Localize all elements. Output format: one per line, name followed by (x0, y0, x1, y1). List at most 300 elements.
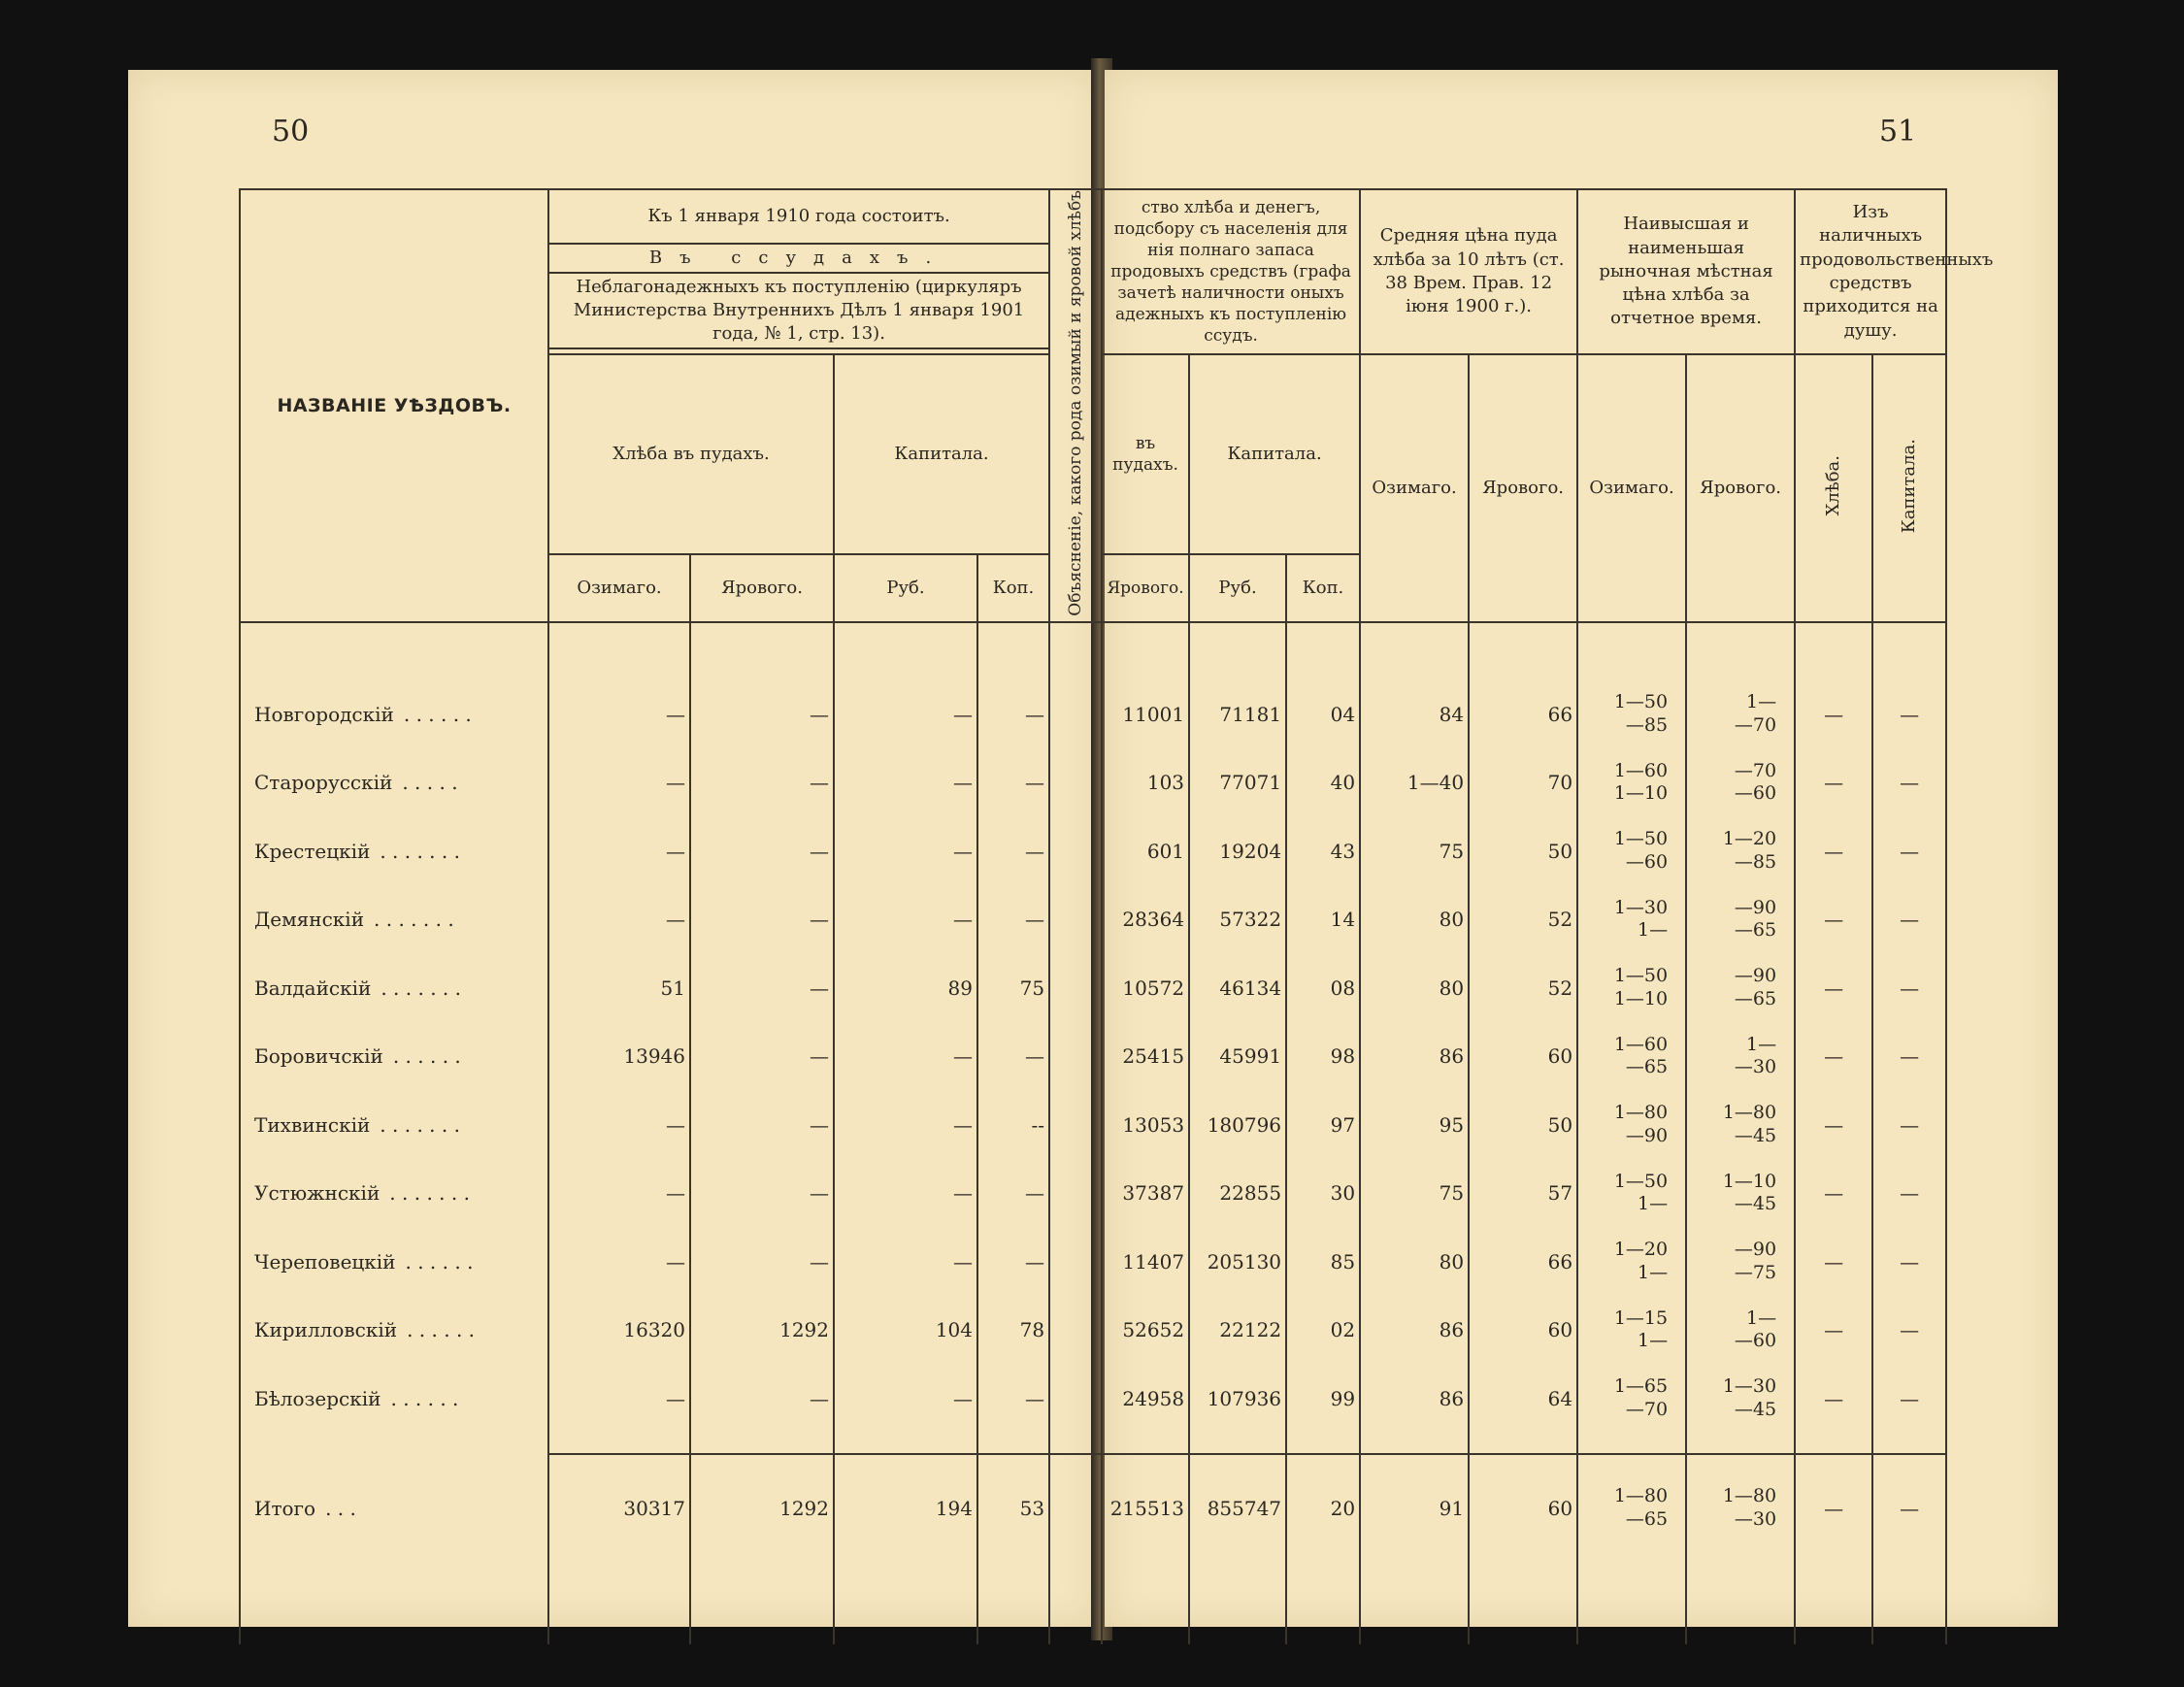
per-capita-grain: — (1795, 1365, 1872, 1434)
loan-capital-rub: — (834, 1228, 977, 1297)
per-capita-capital: — (1872, 1159, 1946, 1228)
district-name-text: Череповецкій (254, 1249, 396, 1274)
price-value: —70 (1734, 713, 1777, 736)
market-price-winter (1577, 817, 1686, 886)
market-price-winter (1577, 954, 1686, 1023)
loan-capital-rub: 89 (834, 954, 977, 1023)
price-value: —45 (1734, 1398, 1777, 1420)
shortage-spring-poods: 601 (1102, 817, 1189, 886)
market-price-header: Наивысшая и наименьшая рыночная мѣстная цѣна хлѣба за отчетное время. (1577, 189, 1795, 354)
loan-capital-kop: — (977, 885, 1049, 954)
leader-dots: . . . . . . (405, 1249, 474, 1274)
market-price-spring (1686, 817, 1795, 886)
loan-spring-poods: 1292 (690, 1460, 834, 1557)
table-row (240, 748, 1946, 817)
loan-capital-kop: — (977, 680, 1049, 749)
price-value: 1—20 (1613, 1239, 1669, 1261)
avg-price-header: Средняя цѣна пуда хлѣба за 10 лѣтъ (ст. 38 Врем. Прав. 12 іюня 1900 г.). (1360, 189, 1577, 354)
avg-price-spring: 57 (1469, 1159, 1577, 1228)
shortage-capital-rub: 19204 (1189, 817, 1286, 886)
explanation-cell (1049, 1365, 1102, 1434)
per-capita-header: Изъ наличныхъ продовольственныхъ средствъ приходится на душу. (1795, 189, 1946, 354)
per-capita-grain: — (1795, 1022, 1872, 1091)
explanation-cell (1049, 1460, 1102, 1557)
price-value: —90 (1734, 896, 1777, 918)
price-value: —85 (1625, 713, 1669, 736)
shortage-spring-poods: 11001 (1102, 680, 1189, 749)
loan-capital-kop: -- (977, 1091, 1049, 1160)
shortage-spring-poods: 25415 (1102, 1022, 1189, 1091)
shortage-poods-header: въ пудахъ. (1102, 354, 1189, 554)
market-price-winter (1577, 1091, 1686, 1160)
explanation-cell (1049, 748, 1102, 817)
per-capita-grain: — (1795, 1296, 1872, 1365)
explanation-cell (1049, 1296, 1102, 1365)
district-name (240, 748, 548, 817)
shortage-capital-rub: 45991 (1189, 1022, 1286, 1091)
loan-spring-poods: 1292 (690, 1296, 834, 1365)
shortage-header: ство хлѣба и денегъ, подсбору съ населенія для нія полнаго запаса продовыхъ средствъ (графа зачетѣ наличности оныхъ адежныхъ къ поступленію ссудъ. (1102, 189, 1360, 354)
price-value: 1—50 (1613, 1170, 1669, 1192)
table-row (240, 1296, 1946, 1365)
loan-capital-rub: — (834, 1365, 977, 1434)
district-name-text: Тихвинскій (254, 1112, 371, 1137)
shortage-capital-rub: 57322 (1189, 885, 1286, 954)
price-value: 1—30 (1722, 1375, 1777, 1398)
shortage-capital-kop: 99 (1286, 1365, 1360, 1434)
price-value: —90 (1734, 1239, 1777, 1261)
explanation-cell (1049, 1022, 1102, 1091)
shortage-spring-header: Ярового. (1102, 554, 1189, 622)
leader-dots: . . . . . . (407, 1318, 476, 1342)
price-value: —60 (1734, 782, 1777, 805)
district-name (240, 1022, 548, 1091)
price-value: 1—60 (1613, 1033, 1669, 1055)
price-value: —65 (1734, 919, 1777, 942)
market-price-spring (1686, 954, 1795, 1023)
avg-price-winter: 86 (1360, 1365, 1469, 1434)
market-price-spring (1686, 748, 1795, 817)
shortage-spring-poods: 37387 (1102, 1159, 1189, 1228)
avg-price-winter: 80 (1360, 885, 1469, 954)
district-header-text: НАЗВАНІЕ УѢЗДОВЪ. (277, 394, 512, 416)
per-capita-grain: — (1795, 1091, 1872, 1160)
loan-spring-poods: — (690, 748, 834, 817)
shortage-capital-kop: 08 (1286, 954, 1360, 1023)
shortage-spring-poods: 215513 (1102, 1460, 1189, 1557)
price-value: 1—30 (1613, 896, 1669, 918)
district-name (240, 1091, 548, 1160)
loan-winter-poods: 13946 (548, 1022, 690, 1091)
per-capita-capital: — (1872, 885, 1946, 954)
avg-price-spring: 70 (1469, 748, 1577, 817)
explanation-cell (1049, 1159, 1102, 1228)
table-row (240, 680, 1946, 749)
shortage-capital-rub: 855747 (1189, 1460, 1286, 1557)
avg-price-winter: 75 (1360, 817, 1469, 886)
loan-winter-poods: 51 (548, 954, 690, 1023)
loan-capital-kop: — (977, 748, 1049, 817)
in-loans-header: Въ ссудахъ. (548, 244, 1049, 273)
market-price-spring (1686, 1296, 1795, 1365)
avg-price-winter: 95 (1360, 1091, 1469, 1160)
shortage-capital-kop: 43 (1286, 817, 1360, 886)
market-price-spring (1686, 1365, 1795, 1434)
shortage-capital-kop: 20 (1286, 1460, 1360, 1557)
price-value: —30 (1734, 1056, 1777, 1078)
loan-capital-kop: — (977, 1365, 1049, 1434)
market-price-spring (1686, 1022, 1795, 1091)
price-value: 1—10 (1613, 987, 1669, 1009)
price-value: —45 (1734, 1124, 1777, 1146)
loan-spring-poods: — (690, 1365, 834, 1434)
price-value: —65 (1625, 1508, 1669, 1531)
loan-winter-poods: — (548, 885, 690, 954)
loan-capital-rub: — (834, 885, 977, 954)
price-value: 1—65 (1613, 1375, 1669, 1398)
price-value: —85 (1734, 850, 1777, 873)
loan-capital-kop: — (977, 1228, 1049, 1297)
avg-price-spring: 66 (1469, 680, 1577, 749)
avg-price-winter: 86 (1360, 1296, 1469, 1365)
price-value: 1— (1637, 1330, 1669, 1352)
avg-price-winter: 80 (1360, 1228, 1469, 1297)
table-row (240, 1159, 1946, 1228)
district-name-text: Устюжнскій (254, 1181, 381, 1206)
price-value: —30 (1734, 1508, 1777, 1531)
table-row (240, 885, 1946, 954)
price-value: —65 (1734, 987, 1777, 1009)
loan-capital-rub: — (834, 748, 977, 817)
shortage-capital-rub: 77071 (1189, 748, 1286, 817)
shortage-capital-rub: 205130 (1189, 1228, 1286, 1297)
market-price-spring (1686, 1228, 1795, 1297)
district-name-text: Бѣлозерскій (254, 1386, 381, 1410)
shortage-capital-rub: 46134 (1189, 954, 1286, 1023)
shortage-capital-rub: 107936 (1189, 1365, 1286, 1434)
price-value: —70 (1734, 759, 1777, 781)
loan-capital-rub: — (834, 1159, 977, 1228)
price-value: 1— (1637, 1193, 1669, 1215)
per-capita-grain: — (1795, 1460, 1872, 1557)
market-price-winter (1577, 1365, 1686, 1434)
shortage-capital-rub: 22855 (1189, 1159, 1286, 1228)
per-capita-grain: — (1795, 1159, 1872, 1228)
table-row (240, 1091, 1946, 1160)
shortage-capital-kop: 04 (1286, 680, 1360, 749)
table-row (240, 1022, 1946, 1091)
per-capita-capital: — (1872, 1091, 1946, 1160)
price-value: —75 (1734, 1261, 1777, 1283)
price-value: 1—50 (1613, 965, 1669, 987)
shortage-capital-header: Капитала. (1189, 354, 1360, 554)
price-value: 1—80 (1722, 1102, 1777, 1124)
price-value: 1— (1746, 691, 1777, 713)
per-capita-grain: — (1795, 954, 1872, 1023)
loan-winter-poods: — (548, 817, 690, 886)
district-name (240, 1159, 548, 1228)
avg-price-spring: 50 (1469, 1091, 1577, 1160)
market-price-winter (1577, 1228, 1686, 1297)
loan-capital-kop: 75 (977, 954, 1049, 1023)
market-price-winter (1577, 1296, 1686, 1365)
loan-capital-rub: — (834, 1022, 977, 1091)
district-name-text: Новгородскій (254, 702, 394, 726)
avg-price-winter: 1—40 (1360, 748, 1469, 817)
price-value: 1—50 (1613, 828, 1669, 850)
district-name-text: Валдайскій (254, 976, 372, 1000)
loan-capital-kop: — (977, 1022, 1049, 1091)
capital-header: Капитала. (834, 354, 1049, 554)
avg-price-winter: 75 (1360, 1159, 1469, 1228)
market-price-spring (1686, 1091, 1795, 1160)
loan-capital-kop: — (977, 1159, 1049, 1228)
leader-dots: . . . . . (402, 771, 458, 795)
table-row (240, 817, 1946, 886)
shortage-capital-rub: 22122 (1189, 1296, 1286, 1365)
explanation-cell (1049, 680, 1102, 749)
per-capita-capital: — (1872, 748, 1946, 817)
avg-price-winter: 80 (1360, 954, 1469, 1023)
shortage-rub-header: Руб. (1189, 554, 1286, 622)
loan-capital-rub: — (834, 680, 977, 749)
district-name (240, 1365, 548, 1434)
market-price-winter (1577, 748, 1686, 817)
district-name-text: Старорусскій (254, 771, 393, 795)
shortage-capital-kop: 98 (1286, 1022, 1360, 1091)
explanation-cell (1049, 885, 1102, 954)
per-capita-capital: — (1872, 1022, 1946, 1091)
shortage-spring-poods: 103 (1102, 748, 1189, 817)
loan-winter-poods: — (548, 1228, 690, 1297)
grain-poods-header: Хлѣба въ пудахъ. (548, 354, 834, 554)
price-value: 1—80 (1613, 1102, 1669, 1124)
loan-spring-poods: — (690, 954, 834, 1023)
loan-spring-poods: — (690, 1159, 834, 1228)
leader-dots: . . . . . . . (380, 839, 460, 863)
total-row (240, 1460, 1946, 1557)
district-name (240, 1296, 548, 1365)
explanation-header (1049, 189, 1102, 622)
price-value: 1—15 (1613, 1307, 1669, 1329)
per-capita-grain-header (1795, 354, 1872, 622)
market-price-winter (1577, 680, 1686, 749)
price-value: 1— (1637, 1261, 1669, 1283)
shortage-kop-header: Коп. (1286, 554, 1360, 622)
explanation-cell (1049, 1228, 1102, 1297)
shortage-capital-rub: 71181 (1189, 680, 1286, 749)
shortage-capital-rub: 180796 (1189, 1091, 1286, 1160)
district-name (240, 954, 548, 1023)
price-value: —60 (1734, 1330, 1777, 1352)
kop-header: Коп. (977, 554, 1049, 622)
shortage-capital-kop: 30 (1286, 1159, 1360, 1228)
shortage-spring-poods: 13053 (1102, 1091, 1189, 1160)
per-capita-capital-header (1872, 354, 1946, 622)
market-spring-header: Ярового. (1686, 354, 1795, 622)
avg-price-winter: 91 (1360, 1460, 1469, 1557)
loan-winter-poods: — (548, 680, 690, 749)
district-name-text: Кирилловскій (254, 1318, 398, 1342)
loan-winter-poods: 30317 (548, 1460, 690, 1557)
explanation-cell (1049, 1091, 1102, 1160)
shortage-spring-poods: 11407 (1102, 1228, 1189, 1297)
market-price-spring (1686, 1460, 1795, 1557)
leader-dots: . . . . . . (403, 702, 472, 726)
loan-spring-poods: — (690, 1228, 834, 1297)
loan-winter-poods: — (548, 748, 690, 817)
left-page-number: 50 (272, 115, 310, 149)
district-name (240, 817, 548, 886)
market-price-winter (1577, 1460, 1686, 1557)
price-value: 1—10 (1722, 1170, 1777, 1192)
per-capita-capital-text: Капитала. (1898, 438, 1919, 533)
leader-dots: . . . . . . (392, 1044, 461, 1069)
district-header (240, 189, 548, 622)
per-capita-capital: — (1872, 954, 1946, 1023)
district-name-text: Демянскій (254, 908, 365, 932)
shortage-capital-kop: 97 (1286, 1091, 1360, 1160)
leader-dots: . . . . . . . (380, 1112, 460, 1137)
price-value: —90 (1734, 965, 1777, 987)
leader-dots: . . . (325, 1497, 356, 1521)
price-value: 1— (1746, 1307, 1777, 1329)
avg-price-spring: 60 (1469, 1022, 1577, 1091)
market-winter-header: Озимаго. (1577, 354, 1686, 622)
per-capita-capital: — (1872, 1460, 1946, 1557)
district-name (240, 885, 548, 954)
price-value: 1—10 (1613, 782, 1669, 805)
per-capita-capital: — (1872, 817, 1946, 886)
explanation-cell (1049, 817, 1102, 886)
per-capita-capital: — (1872, 1228, 1946, 1297)
spring-header: Ярового. (690, 554, 834, 622)
market-price-spring (1686, 1159, 1795, 1228)
per-capita-capital: — (1872, 1365, 1946, 1434)
avg-price-spring: 50 (1469, 817, 1577, 886)
loan-spring-poods: — (690, 885, 834, 954)
avg-price-winter: 86 (1360, 1022, 1469, 1091)
table-row (240, 954, 1946, 1023)
price-value: 1—60 (1613, 759, 1669, 781)
district-name (240, 680, 548, 749)
loan-capital-kop: 78 (977, 1296, 1049, 1365)
loan-spring-poods: — (690, 817, 834, 886)
market-price-spring (1686, 885, 1795, 954)
price-value: —45 (1734, 1193, 1777, 1215)
body-bottom-spacer (240, 1433, 1946, 1454)
avg-price-spring: 64 (1469, 1365, 1577, 1434)
table-bottom-spacer (240, 1557, 1946, 1644)
market-price-winter (1577, 1159, 1686, 1228)
district-name-text: Итого (254, 1497, 316, 1521)
shortage-capital-kop: 14 (1286, 885, 1360, 954)
price-value: 1—20 (1722, 828, 1777, 850)
shortage-spring-poods: 24958 (1102, 1365, 1189, 1434)
loan-winter-poods: 16320 (548, 1296, 690, 1365)
avg-price-spring: 66 (1469, 1228, 1577, 1297)
price-value: —70 (1625, 1398, 1669, 1420)
per-capita-grain: — (1795, 817, 1872, 886)
avg-price-spring: 60 (1469, 1296, 1577, 1365)
loan-spring-poods: — (690, 1091, 834, 1160)
avg-spring-header: Ярового. (1469, 354, 1577, 622)
avg-price-spring: 52 (1469, 954, 1577, 1023)
explanation-text: Объясненіе, какого рода озимый и яровой хлѣбъ (1066, 190, 1085, 616)
market-price-spring (1686, 680, 1795, 749)
per-capita-grain: — (1795, 680, 1872, 749)
loan-capital-kop: — (977, 817, 1049, 886)
winter-header: Озимаго. (548, 554, 690, 622)
shortage-spring-poods: 28364 (1102, 885, 1189, 954)
loan-capital-kop: 53 (977, 1460, 1049, 1557)
leader-dots: . . . . . . . (389, 1181, 470, 1206)
loan-winter-poods: — (548, 1365, 690, 1434)
district-name-text: Боровичскій (254, 1044, 383, 1069)
per-capita-grain: — (1795, 1228, 1872, 1297)
per-capita-grain-text: Хлѣба. (1822, 455, 1843, 516)
market-price-winter (1577, 1022, 1686, 1091)
per-capita-grain: — (1795, 885, 1872, 954)
right-page-number: 51 (1879, 115, 1917, 149)
price-value: 1—80 (1613, 1485, 1669, 1507)
shortage-capital-kop: 40 (1286, 748, 1360, 817)
district-name (240, 1228, 548, 1297)
district-name (240, 1460, 548, 1557)
avg-price-spring: 60 (1469, 1460, 1577, 1557)
price-value: —65 (1625, 1056, 1669, 1078)
per-capita-capital: — (1872, 1296, 1946, 1365)
shortage-capital-kop: 85 (1286, 1228, 1360, 1297)
table-row (240, 1228, 1946, 1297)
loan-capital-rub: — (834, 1091, 977, 1160)
price-value: 1—50 (1613, 691, 1669, 713)
loan-capital-rub: 104 (834, 1296, 977, 1365)
leader-dots: . . . . . . . (381, 976, 461, 1000)
shortage-capital-kop: 02 (1286, 1296, 1360, 1365)
loan-capital-rub: — (834, 817, 977, 886)
shortage-spring-poods: 10572 (1102, 954, 1189, 1023)
loan-winter-poods: — (548, 1091, 690, 1160)
avg-winter-header: Озимаго. (1360, 354, 1469, 622)
loan-winter-poods: — (548, 1159, 690, 1228)
avg-price-winter: 84 (1360, 680, 1469, 749)
leader-dots: . . . . . . . (374, 908, 454, 932)
price-value: 1— (1637, 919, 1669, 942)
per-capita-capital: — (1872, 680, 1946, 749)
body-top-spacer (240, 622, 1946, 680)
loan-capital-rub: 194 (834, 1460, 977, 1557)
jan-status-header: Къ 1 января 1910 года состоитъ. (548, 189, 1049, 244)
district-name-text: Крестецкій (254, 839, 371, 863)
loan-spring-poods: — (690, 1022, 834, 1091)
table-row (240, 1365, 1946, 1434)
unreliable-header: Неблагонадежныхъ къ поступленію (циркуляръ Министерства Внутреннихъ Дѣлъ 1 января 1901 года, № 1, стр. 13). (548, 273, 1049, 348)
rub-header: Руб. (834, 554, 977, 622)
leader-dots: . . . . . . (390, 1386, 459, 1410)
market-price-winter (1577, 885, 1686, 954)
avg-price-spring: 52 (1469, 885, 1577, 954)
district-table (239, 188, 1994, 1644)
shortage-spring-poods: 52652 (1102, 1296, 1189, 1365)
price-value: 1— (1746, 1033, 1777, 1055)
price-value: 1—80 (1722, 1485, 1777, 1507)
loan-spring-poods: — (690, 680, 834, 749)
price-value: —60 (1625, 850, 1669, 873)
price-value: —90 (1625, 1124, 1669, 1146)
explanation-cell (1049, 954, 1102, 1023)
per-capita-grain: — (1795, 748, 1872, 817)
